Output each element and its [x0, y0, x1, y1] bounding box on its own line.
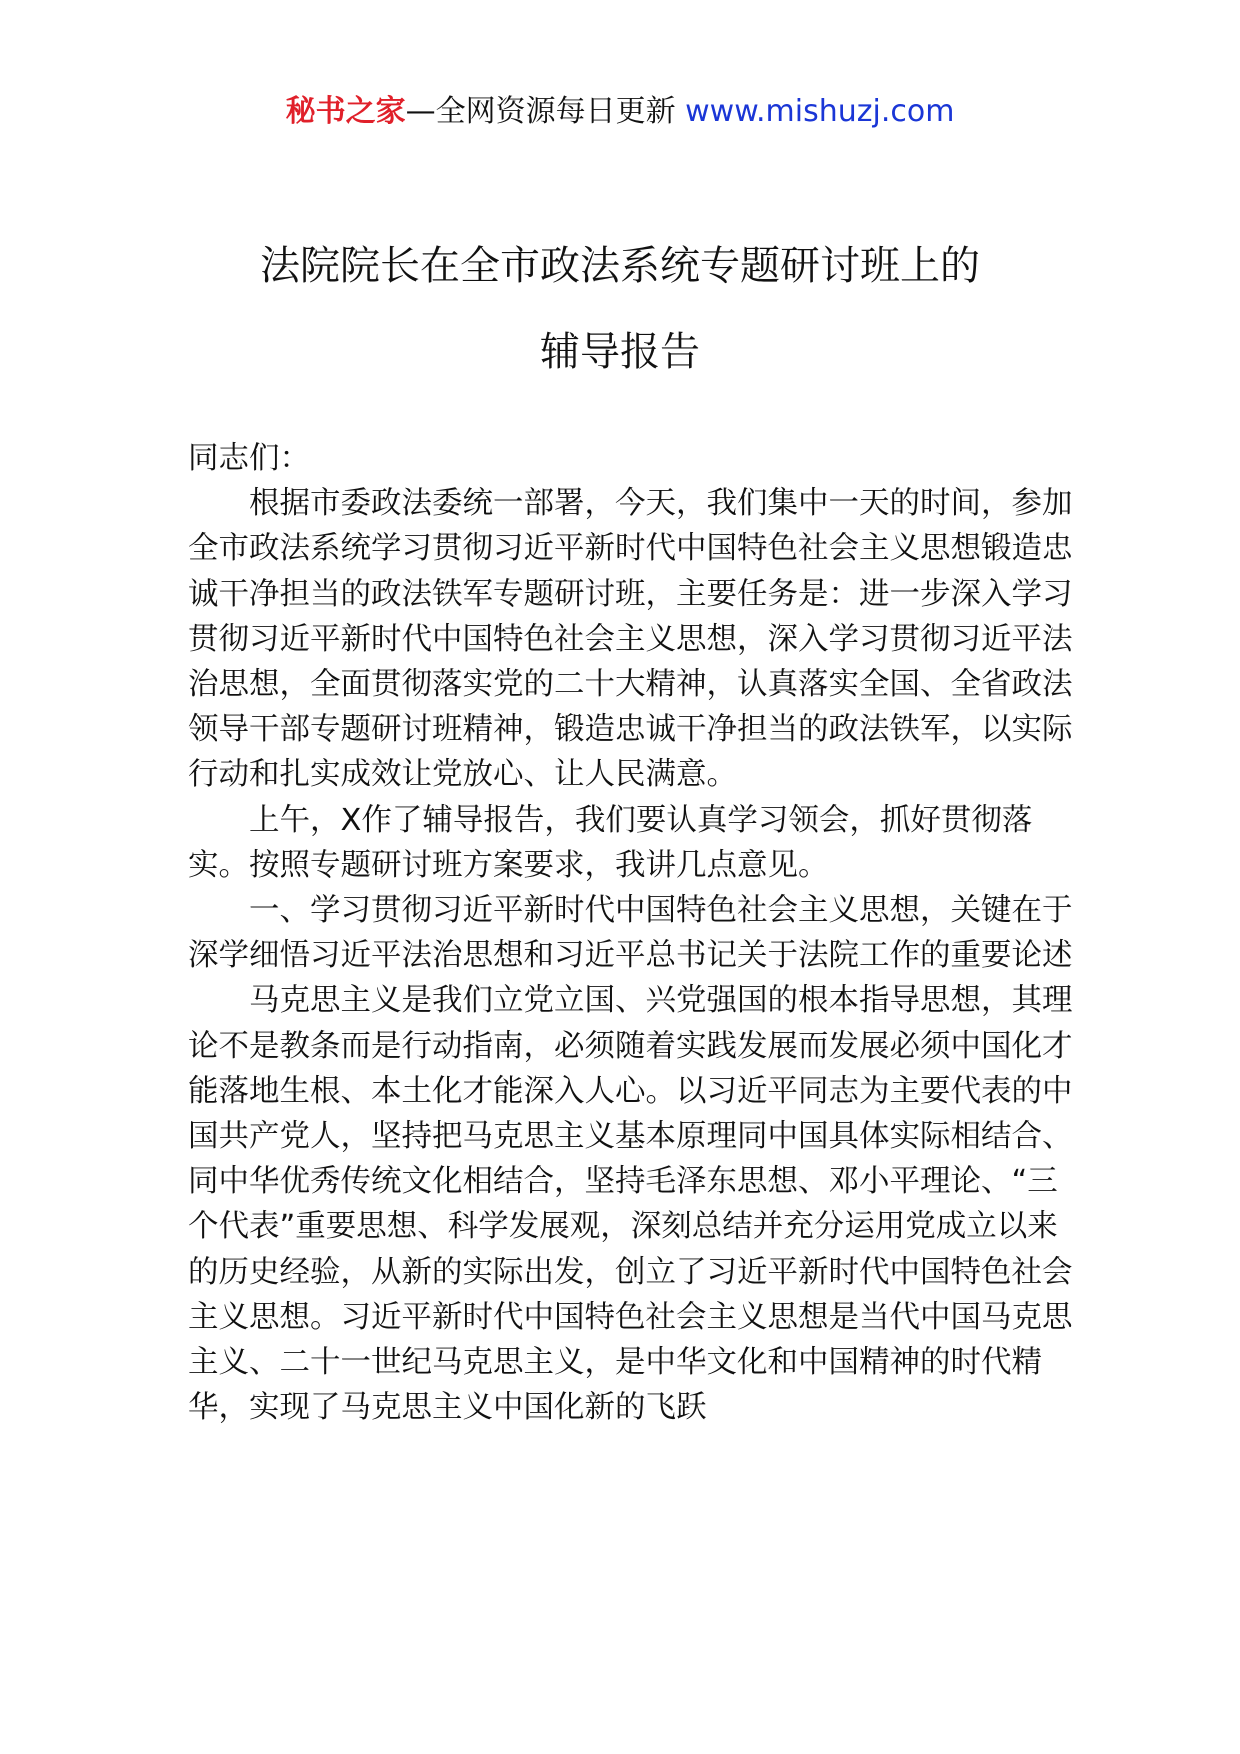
site-url-link[interactable]: www.mishuzj.com — [685, 94, 955, 129]
site-header — [0, 92, 1240, 132]
document-title-line-1: 法院院长在全市政法系统专题研讨班上的 — [260, 243, 980, 289]
section-heading-1: 一、学习贯彻习近平新时代中国特色社会主义思想，关键在于深学细悟习近平法治思想和习近平总书记关于法院工作的重要论述 — [188, 893, 1073, 974]
salutation: 同志们： — [188, 441, 310, 476]
document-title-line-2: 辅导报告 — [540, 329, 700, 375]
header-slogan: —全网资源每日更新 — [405, 94, 686, 129]
paragraph-marxism: 马克思主义是我们立党立国、兴党强国的根本指导思想，其理论不是教条而是行动指南，必须随着实践发展而发展必须中国化才能落地生根、本土化才能深入人心。以习近平同志为主要代表的中国共产党人，坚持把马克思主义基本原理同中国具体实际相结合、同中华优秀传统文化相结合，坚持毛泽东思想、邓小平理论、“三个代表”重要思想、科学发展观，深刻总结并充分运用党成立以来的历史经验，从新的实际出发，创立了习近平新时代中国特色社会主义思想。习近平新时代中国特色社会主义思想是当代中国马克思主义、二十一世纪马克思主义，是中华文化和中国精神的时代精华，实现了马克思主义中国化新的飞跃 — [188, 983, 1073, 1426]
document-body — [188, 436, 1088, 1430]
paragraph-intro: 根据市委政法委统一部署，今天，我们集中一天的时间，参加全市政法系统学习贯彻习近平新时代中国特色社会主义思想锻造忠诚干净担当的政法铁军专题研讨班，主要任务是：进一步深入学习贯彻习近平新时代中国特色社会主义思想，深入学习贯彻习近平法治思想，全面贯彻落实党的二十大精神，认真落实全国、全省政法领导干部专题研讨班精神，锻造忠诚干净担当的政法铁军，以实际行动和扎实成效让党放心、让人民满意。 — [188, 486, 1073, 793]
paragraph-morning-report: 上午，X作了辅导报告，我们要认真学习领会，抓好贯彻落实。按照专题研讨班方案要求，我讲几点意见。 — [188, 802, 1033, 883]
brand-name: 秘书之家 — [285, 94, 406, 129]
